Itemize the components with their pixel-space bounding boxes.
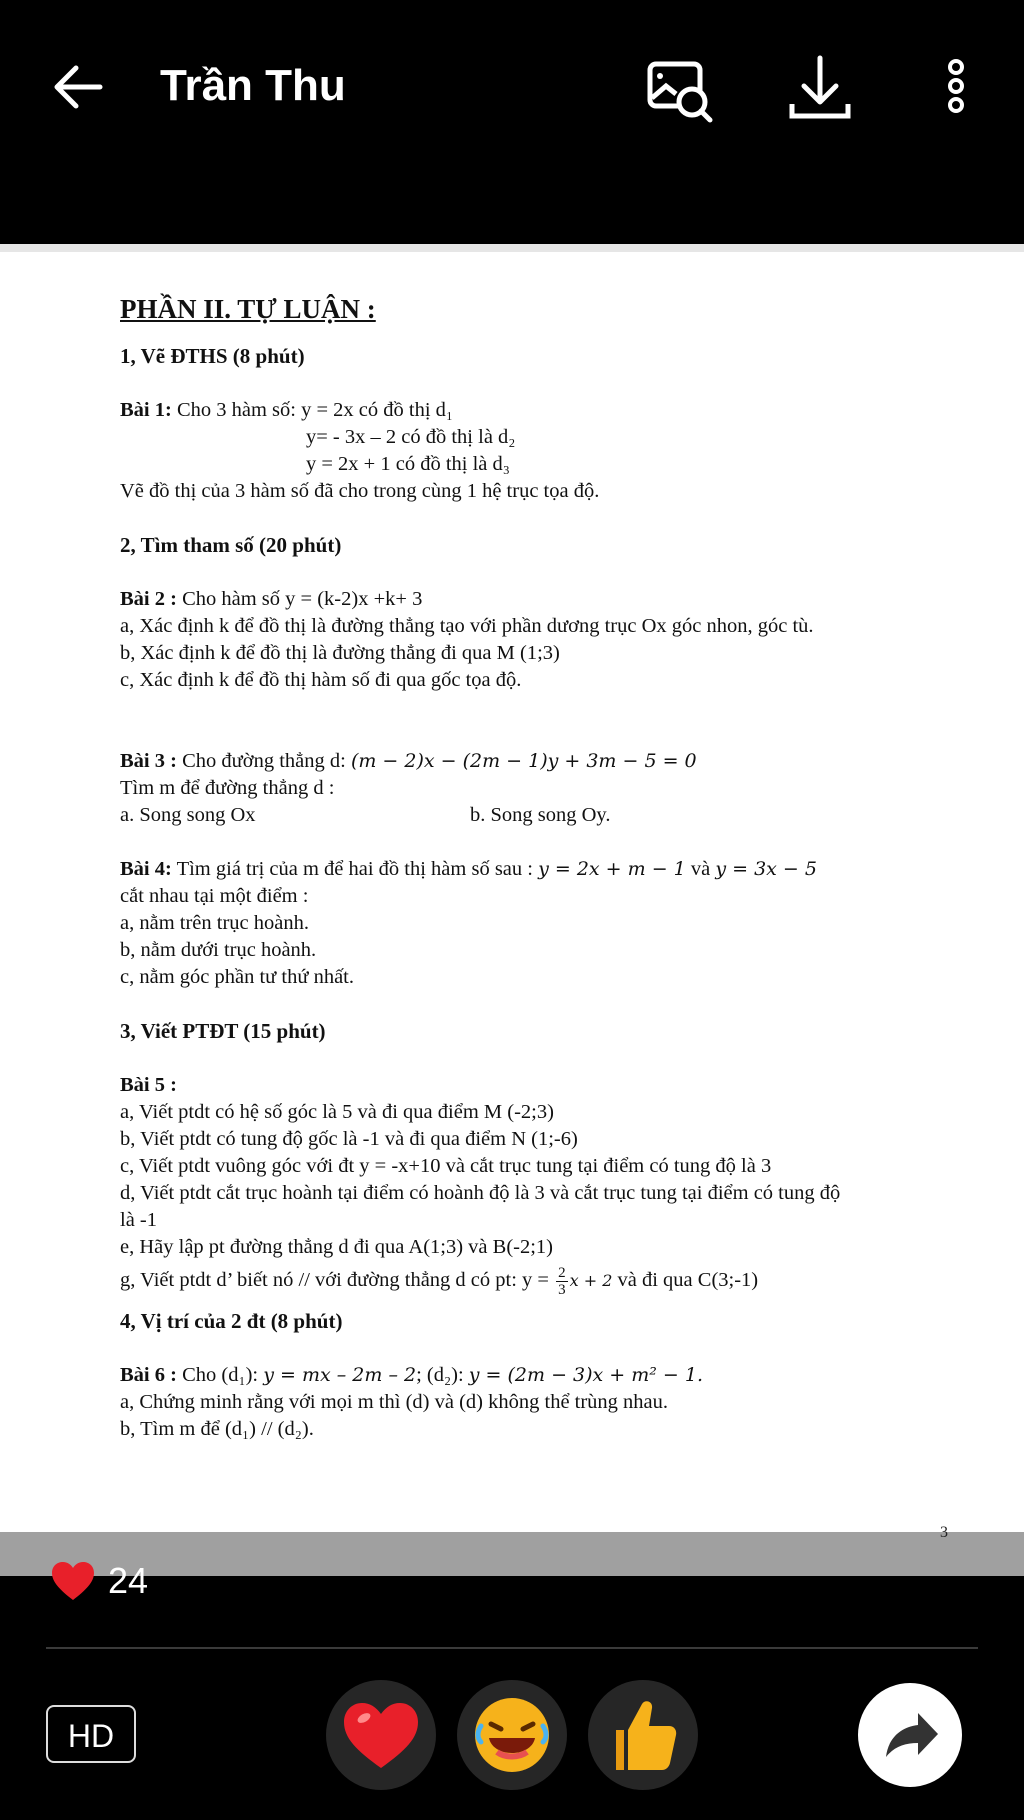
page-number: 3	[940, 1524, 948, 1541]
exercise-4-line: a, nằm trên trục hoành.	[120, 912, 309, 934]
share-button[interactable]	[858, 1683, 962, 1787]
text: Cho 3 hàm số: y = 2x có đồ thị d₁	[171, 399, 454, 421]
exercise-6-line	[120, 1362, 980, 1389]
exercise-5-line	[120, 1265, 980, 1298]
exercise-6-line: a, Chứng minh rằng với mọi m thì (d) và (d) không thể trùng nhau.	[120, 1391, 669, 1413]
text: ; (d₂):	[416, 1364, 469, 1386]
exercise-label: Bài 3 :	[120, 750, 177, 772]
exercise-3-options	[120, 802, 980, 829]
text: Cho (d₁):	[176, 1364, 264, 1386]
heading-3: 3, Viết PTĐT (15 phút)	[120, 1019, 326, 1043]
equation: x + 2	[569, 1271, 613, 1291]
exercise-4-line	[120, 856, 980, 883]
exercise-4-line: cắt nhau tại một điểm :	[120, 885, 309, 907]
exercise-5-line: e, Hãy lập pt đường thẳng d đi qua A(1;3) và B(-2;1)	[120, 1236, 554, 1258]
heart-icon	[50, 1560, 96, 1602]
exercise-label: Bài 5 :	[120, 1074, 177, 1096]
reaction-like-button[interactable]	[588, 1680, 698, 1790]
equation: (m − 2)x − (2m − 1)y + 3m − 5 = 0	[350, 750, 697, 772]
equation: y = 3x − 5	[715, 858, 817, 880]
exercise-label: Bài 1:	[120, 399, 172, 421]
text: và đi qua C(3;-1)	[612, 1269, 759, 1292]
heading-2: 2, Tìm tham số (20 phút)	[120, 533, 342, 557]
section-title: PHẦN II. TỰ LUẬN :	[120, 294, 376, 324]
exercise-2-line: b, Xác định k để đồ thị là đường thẳng đi qua M (1;3)	[120, 642, 560, 664]
exercise-1-line	[120, 397, 980, 424]
hd-quality-button[interactable]: HD	[46, 1705, 136, 1763]
exercise-label: Bài 4:	[120, 858, 172, 880]
page-separator	[0, 1524, 1024, 1576]
app-header	[0, 0, 1024, 244]
exercise-6-line: b, Tìm m để (d₁) // (d₂).	[120, 1418, 314, 1440]
more-vertical-icon[interactable]	[920, 50, 990, 130]
heading-4: 4, Vị trí của 2 đt (8 phút)	[120, 1309, 343, 1333]
reaction-laugh-button[interactable]	[457, 1680, 567, 1790]
exercise-4-line: c, nằm góc phần tư thứ nhất.	[120, 966, 354, 988]
likes-counter[interactable]	[50, 1558, 148, 1604]
exercise-2-line: c, Xác định k để đồ thị hàm số đi qua gốc tọa độ.	[120, 669, 522, 691]
back-arrow-icon[interactable]	[48, 56, 110, 118]
exercise-2-line: a, Xác định k để đồ thị là đường thẳng tạo với phần dương trục Ox góc nhon, góc tù.	[120, 615, 814, 637]
exercise-5-line: b, Viết ptdt có tung độ gốc là -1 và đi qua điểm N (1;-6)	[120, 1128, 578, 1150]
option-a: a. Song song Ox	[120, 804, 256, 826]
share-icon	[858, 1683, 962, 1787]
thumbs-up-icon	[588, 1680, 698, 1790]
exercise-5-line	[120, 1072, 980, 1099]
laughing-face-icon	[457, 1680, 567, 1790]
text: Cho hàm số y = (k-2)x +k+ 3	[176, 588, 423, 610]
heading-1: 1, Vẽ ĐTHS (8 phút)	[120, 344, 305, 368]
text: và	[685, 858, 716, 880]
page-title: Trần Thu	[160, 61, 346, 110]
exercise-2-line	[120, 586, 980, 613]
text: Tìm giá trị của m để hai đồ thị hàm số sau :	[171, 858, 539, 880]
exercise-3-line: Tìm m để đường thẳng d :	[120, 777, 335, 799]
fraction	[556, 1265, 568, 1298]
exercise-5-line: d, Viết ptdt cắt trục hoành tại điểm có hoành độ là 3 và cắt trục tung tại điểm có tung độ	[120, 1182, 841, 1204]
equation: y = mx – 2m – 2	[263, 1364, 417, 1386]
divider	[46, 1647, 978, 1649]
image-search-icon[interactable]	[640, 50, 720, 130]
text: g, Viết ptdt d’ biết nó // với đường thẳng d có pt: y =	[120, 1269, 555, 1292]
reaction-heart-button[interactable]	[326, 1680, 436, 1790]
option-b: b. Song song Oy.	[470, 804, 611, 826]
text: Cho đường thẳng d:	[176, 750, 351, 772]
document-page	[0, 244, 1024, 1532]
exercise-label: Bài 6 :	[120, 1364, 177, 1386]
equation: y = 2x + m − 1	[538, 858, 686, 880]
exercise-5-line: a, Viết ptdt có hệ số góc là 5 và đi qua điểm M (-2;3)	[120, 1101, 554, 1123]
heart-icon	[326, 1680, 436, 1790]
exercise-3-line	[120, 748, 980, 775]
exercise-1-line: y = 2x + 1 có đồ thị là d₃	[306, 453, 510, 475]
download-icon[interactable]	[780, 50, 860, 130]
document-content	[120, 296, 980, 1443]
exercise-4-line: b, nằm dưới trục hoành.	[120, 939, 317, 961]
fraction-denominator: 3	[558, 1282, 566, 1298]
exercise-5-line: c, Viết ptdt vuông góc với đt y = -x+10 và cắt trục tung tại điểm có tung độ là 3	[120, 1155, 772, 1177]
exercise-1-line: Vẽ đồ thị của 3 hàm số đã cho trong cùng 1 hệ trục tọa độ.	[120, 480, 600, 502]
fraction-numerator: 2	[558, 1265, 566, 1281]
exercise-5-line: là -1	[120, 1209, 157, 1231]
likes-count: 24	[108, 1560, 149, 1601]
equation: y = (2m − 3)x + m² − 1.	[468, 1364, 704, 1386]
exercise-1-line: y= - 3x – 2 có đồ thị là d₂	[306, 426, 516, 448]
exercise-label: Bài 2 :	[120, 588, 177, 610]
